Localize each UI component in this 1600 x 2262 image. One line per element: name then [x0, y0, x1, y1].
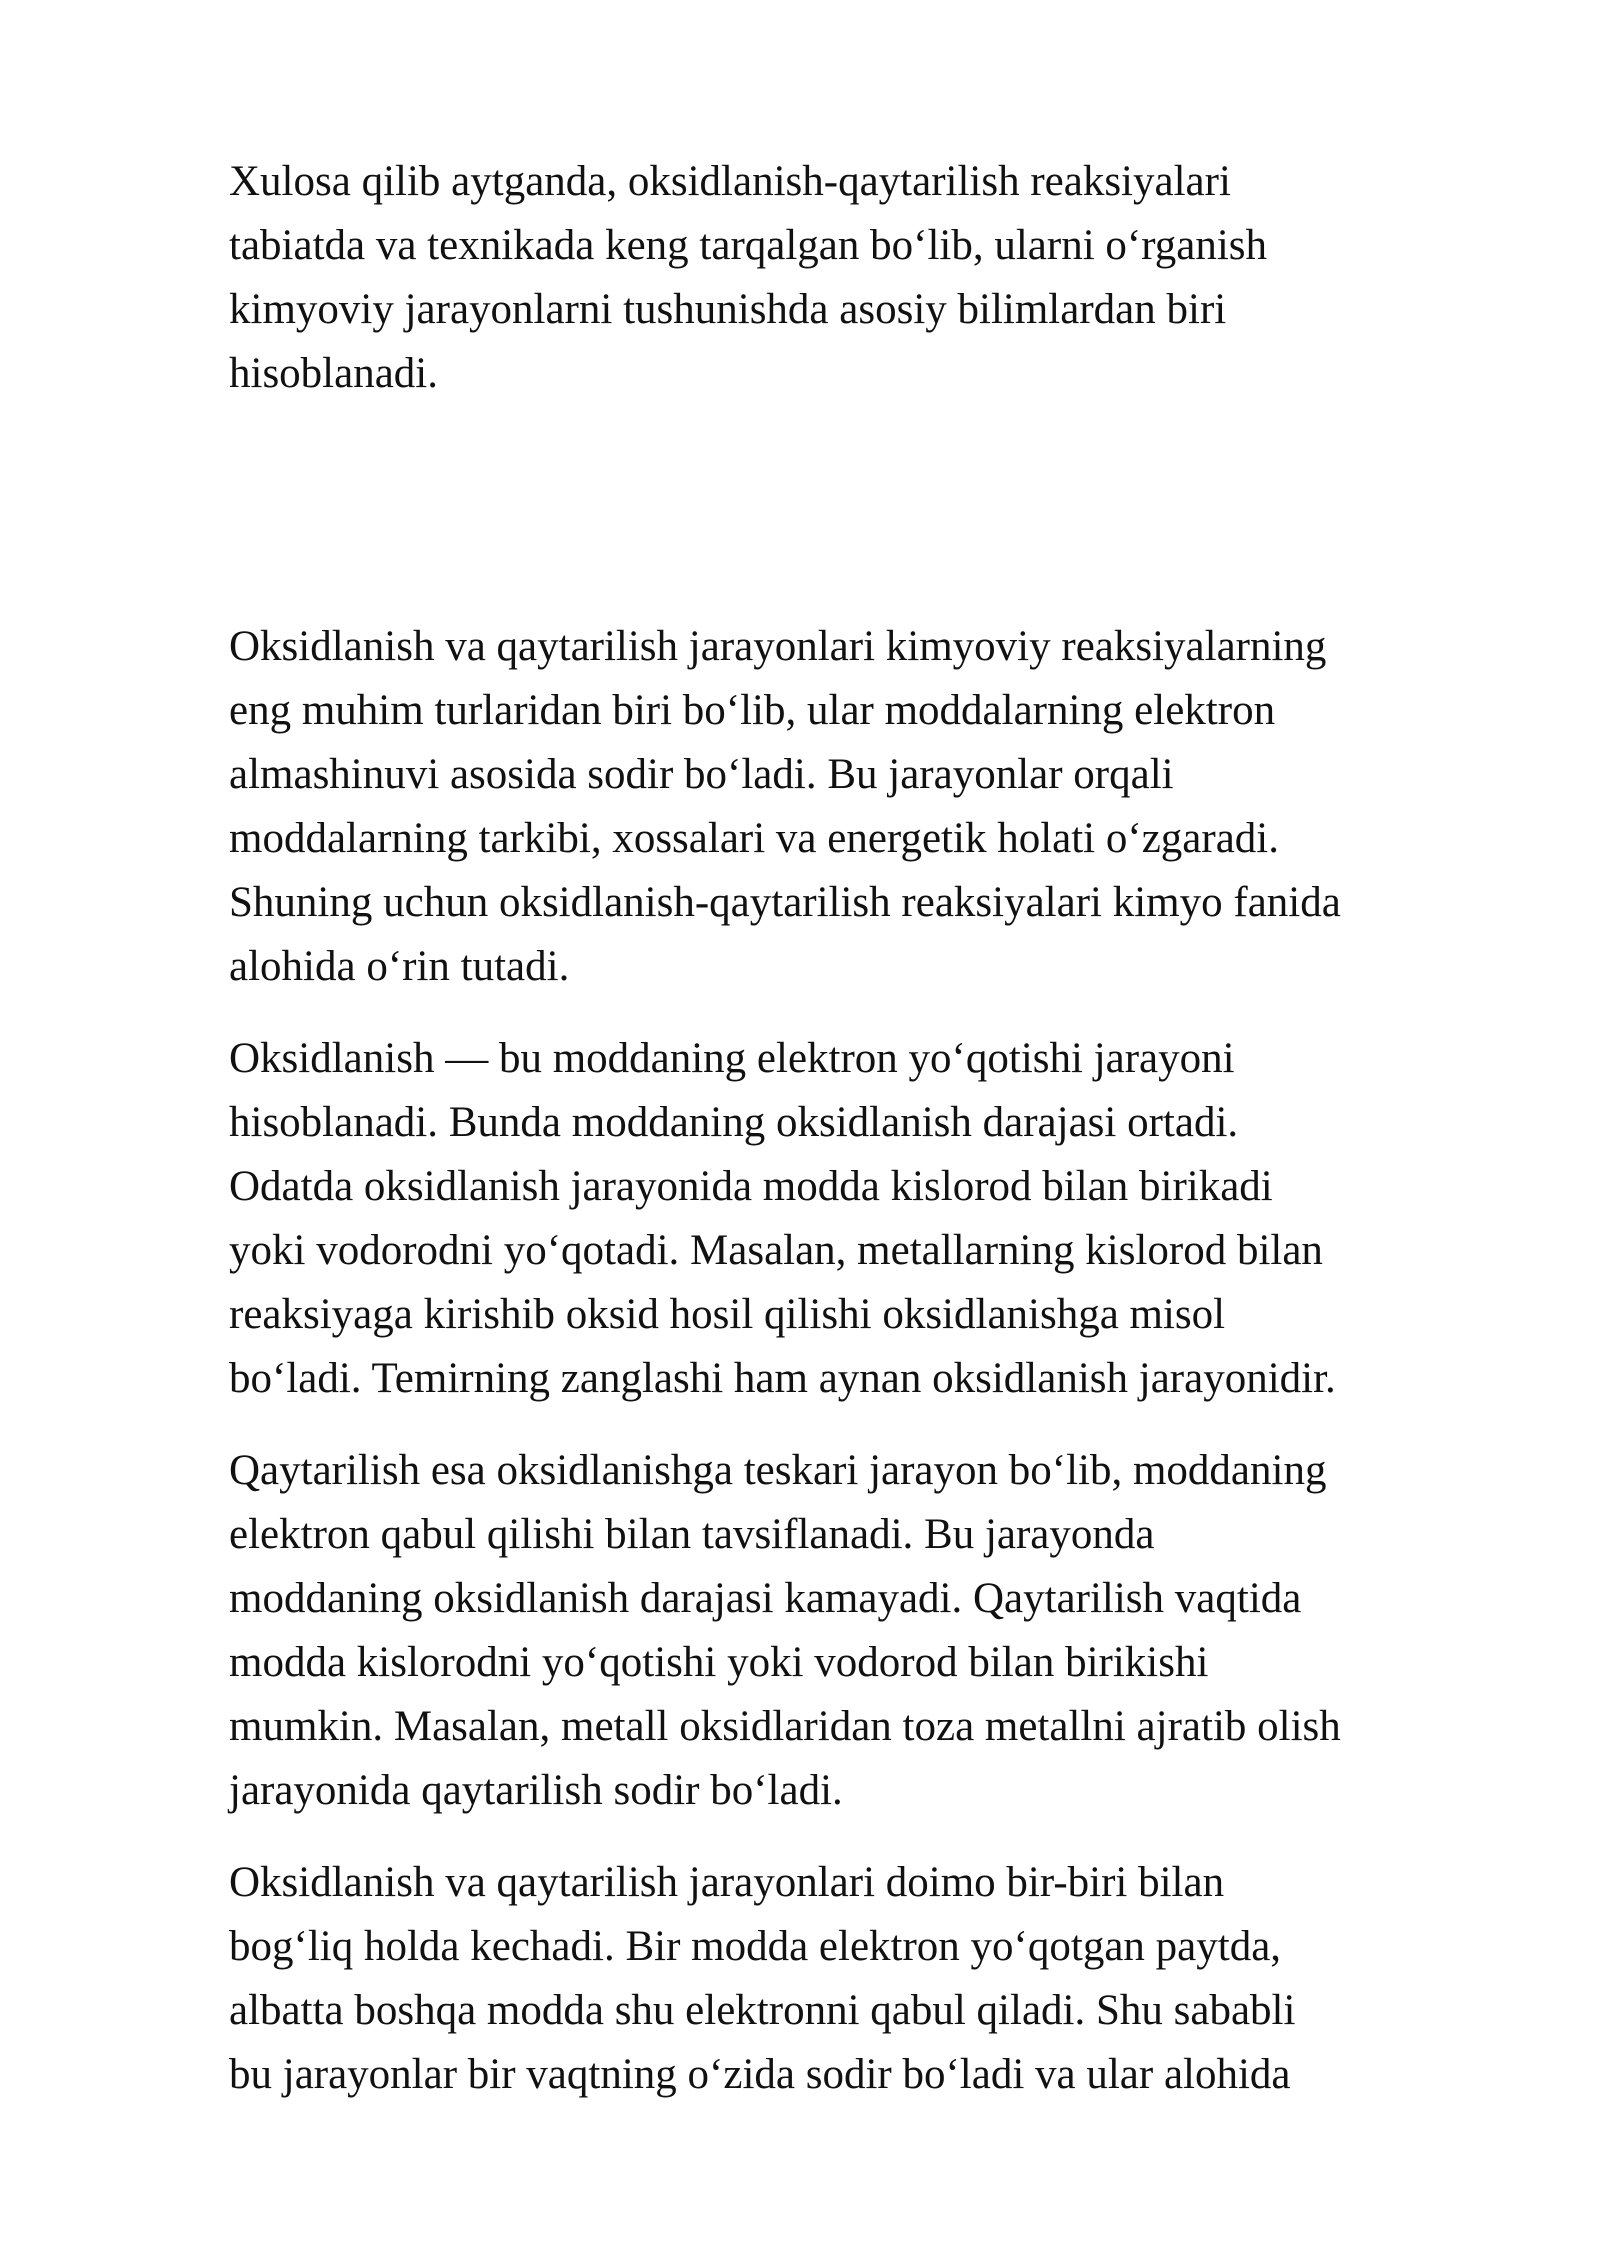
text-line: moddalarning tarkibi, xossalari va energetik holati o‘zgaradi. [229, 815, 1279, 862]
text-line: jarayonida qaytarilish sodir bo‘ladi. [229, 1767, 843, 1814]
text-line: hisoblanadi. [229, 350, 438, 397]
text-line: Qaytarilish esa oksidlanishga teskari jarayon bo‘lib, moddaning [229, 1447, 1327, 1494]
text-line: elektron qabul qilishi bilan tavsiflanadi. Bu jarayonda [229, 1511, 1155, 1558]
paragraph-introduction [229, 615, 1549, 999]
paragraph-oxidation [229, 1027, 1549, 1411]
text-line: tabiatda va texnikada keng tarqalgan bo‘lib, ularni o‘rganish [229, 222, 1268, 269]
text-line: bu jarayonlar bir vaqtning o‘zida sodir bo‘ladi va ular alohida [229, 2051, 1291, 2098]
text-line: bog‘liq holda kechadi. Bir modda elektron yo‘qotgan paytda, [229, 1923, 1282, 1970]
text-line: bo‘ladi. Temirning zanglashi ham aynan oksidlanish jarayonidir. [229, 1355, 1336, 1402]
text-line: Oksidlanish va qaytarilish jarayonlari doimo bir-biri bilan [229, 1859, 1225, 1906]
text-line: almashinuvi asosida sodir bo‘ladi. Bu jarayonlar orqali [229, 751, 1174, 798]
text-line: eng muhim turlaridan biri bo‘lib, ular moddalarning elektron [229, 687, 1276, 734]
text-line: alohida o‘rin tutadi. [229, 943, 570, 990]
paragraph-reduction [229, 1439, 1549, 1823]
text-line: hisoblanadi. Bunda moddaning oksidlanish darajasi ortadi. [229, 1099, 1239, 1146]
text-line: yoki vodorodni yo‘qotadi. Masalan, metallarning kislorod bilan [229, 1227, 1323, 1274]
text-line: Shuning uchun oksidlanish-qaytarilish reaksiyalari kimyo fanida [229, 879, 1341, 926]
text-line: mumkin. Masalan, metall oksidlaridan toza metallni ajratib olish [229, 1703, 1341, 1750]
text-line: reaksiyaga kirishib oksid hosil qilishi oksidlanishga misol [229, 1291, 1226, 1338]
text-line: Odatda oksidlanish jarayonida modda kislorod bilan birikadi [229, 1163, 1273, 1210]
text-line: modda kislorodni yo‘qotishi yoki vodorod bilan birikishi [229, 1639, 1209, 1686]
text-line: moddaning oksidlanish darajasi kamayadi. Qaytarilish vaqtida [229, 1575, 1302, 1622]
paragraph-relationship [229, 1851, 1549, 2107]
text-line: Oksidlanish — bu moddaning elektron yo‘qotishi jarayoni [229, 1035, 1235, 1082]
paragraph-conclusion [229, 150, 1549, 406]
text-line: kimyoviy jarayonlarni tushunishda asosiy bilimlardan biri [229, 286, 1227, 333]
text-line: albatta boshqa modda shu elektronni qabul qiladi. Shu sababli [229, 1987, 1296, 2034]
text-line: Xulosa qilib aytganda, oksidlanish-qaytarilish reaksiyalari [229, 158, 1231, 205]
text-line: Oksidlanish va qaytarilish jarayonlari kimyoviy reaksiyalarning [229, 623, 1327, 670]
